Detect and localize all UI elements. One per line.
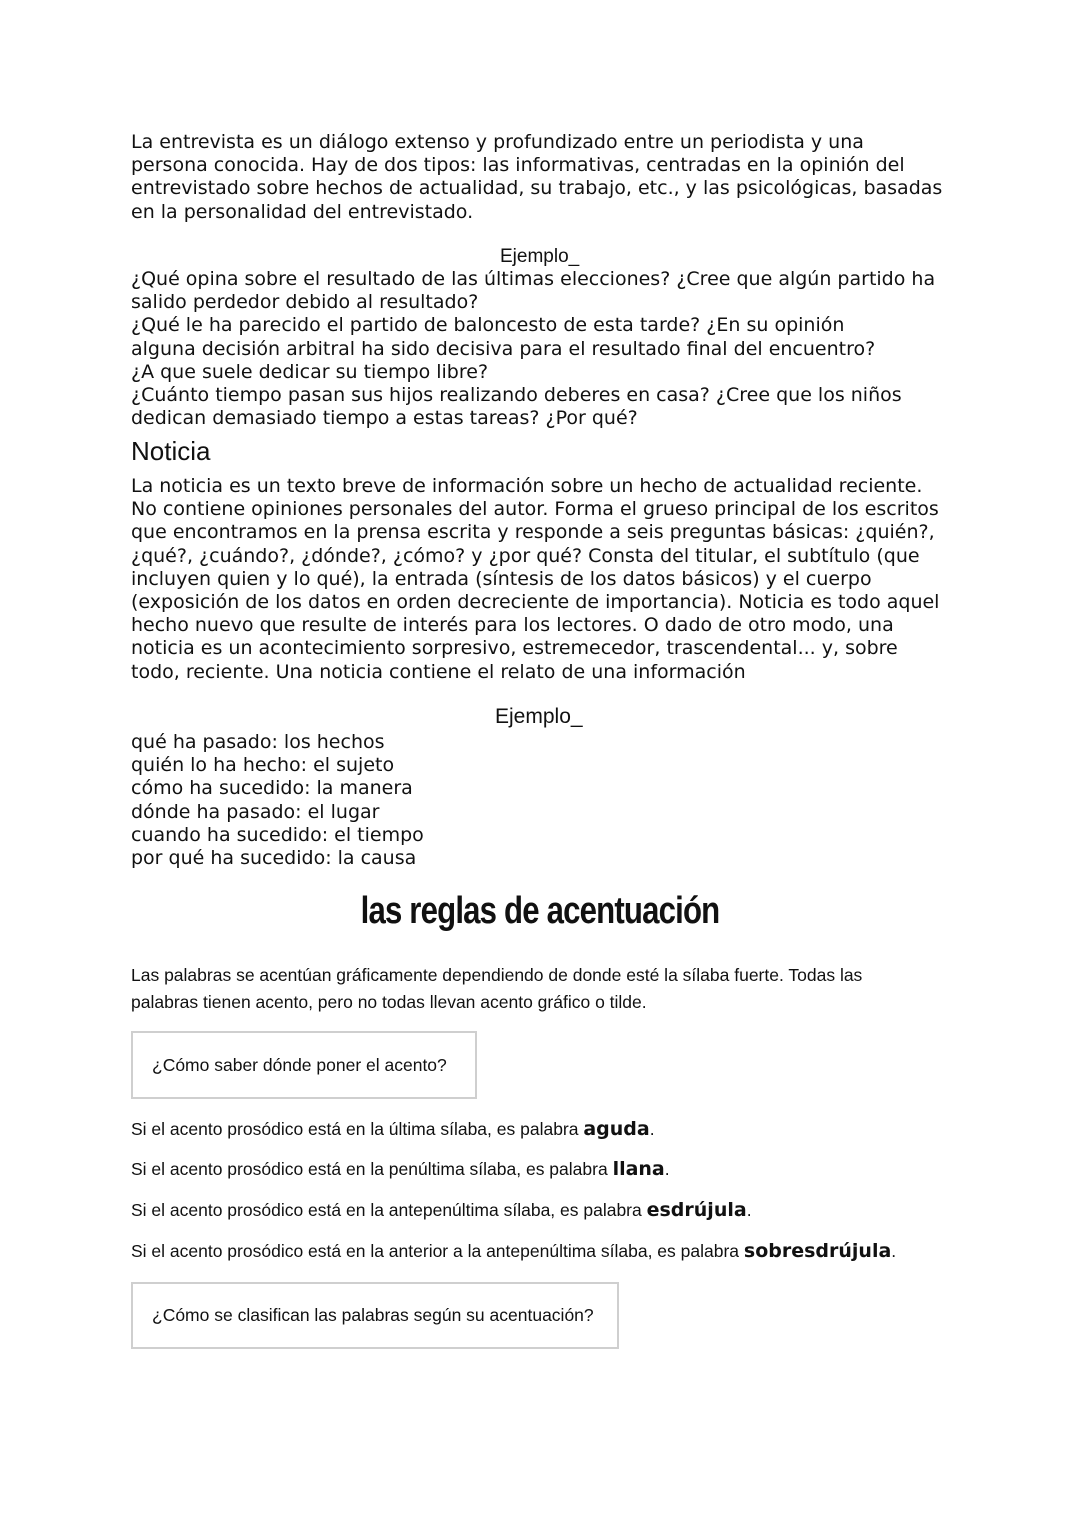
list-item: por qué ha sucedido: la causa (131, 847, 417, 870)
example-label: Ejemplo_ (500, 246, 580, 267)
rule-esdrujula (131, 1199, 752, 1221)
text-line: ¿Qué opina sobre el resultado de las últimas elecciones? ¿Cree que algún partido ha (131, 268, 936, 290)
rule-term: sobresdrújula (743, 1240, 892, 1262)
interview-questions (131, 268, 961, 430)
rule-term: llana (612, 1158, 665, 1180)
text-line: persona conocida. Hay de dos tipos: las informativas, centradas en la opinión del (131, 154, 905, 177)
rule-text: Si el acento prosódico está en la última sílaba, es palabra (131, 1119, 584, 1139)
section-heading: Noticia (131, 436, 211, 466)
rule-end: . (649, 1119, 655, 1139)
noticia-list (131, 731, 424, 870)
rule-text: Si el acento prosódico está en la anterior a la antepenúltima sílaba, es palabra (131, 1241, 744, 1261)
list-item: dónde ha pasado: el lugar (131, 800, 380, 823)
text-line: dedican demasiado tiempo a estas tareas? ¿Por qué? (131, 407, 638, 430)
text-line: noticia es un acontecimiento sorpresivo, estremecedor, trascendental... y, sobre (131, 637, 898, 660)
rule-text: Si el acento prosódico está en la antepenúltima sílaba, es palabra (131, 1200, 647, 1220)
text-line: Las palabras se acentúan gráficamente dependiendo de donde esté la sílaba fuerte. Todas las (131, 965, 863, 985)
text-line: La noticia es un texto breve de información sobre un hecho de actualidad reciente. (131, 475, 923, 497)
rule-aguda (131, 1118, 655, 1140)
text-line: en la personalidad del entrevistado. (131, 200, 474, 223)
rule-sobresdrujula (131, 1240, 896, 1262)
question-box (131, 1031, 477, 1099)
rule-term: aguda (583, 1118, 650, 1140)
example-label: Ejemplo_ (495, 705, 583, 728)
list-item: quién lo ha hecho: el sujeto (131, 754, 395, 777)
text-line: ¿Qué le ha parecido el partido de baloncesto de esta tarde? ¿En su opinión (131, 314, 845, 337)
entrevista-intro (131, 131, 961, 224)
rule-end: . (746, 1200, 752, 1220)
question-box-text: ¿Cómo saber dónde poner el acento? (152, 1054, 447, 1075)
noticia-body (131, 475, 961, 684)
rule-llana (131, 1158, 670, 1180)
rule-end: . (891, 1241, 897, 1261)
text-line: entrevistado sobre hechos de actualidad, su trabajo, etc., y las psicológicas, basadas (131, 177, 943, 200)
text-line: La entrevista es un diálogo extenso y profundizado entre un periodista y una (131, 131, 864, 153)
text-line: salido perdedor debido al resultado? (131, 291, 479, 314)
text-line: que encontramos en la prensa escrita y responde a seis preguntas básicas: ¿quién?, (131, 521, 935, 544)
text-line: (exposición de los datos en orden decreciente de importancia). Noticia es todo aquel (131, 591, 940, 614)
rule-text: Si el acento prosódico está en la penúltima sílaba, es palabra (131, 1159, 613, 1179)
text-line: ¿A que suele dedicar su tiempo libre? (131, 360, 489, 383)
text-line: palabras tienen acento, pero no todas llevan acento gráfico o tilde. (131, 992, 647, 1012)
text-line: No contiene opiniones personales del autor. Forma el grueso principal de los escritos (131, 498, 939, 521)
list-item: qué ha pasado: los hechos (131, 731, 385, 753)
text-line: hecho nuevo que resulte de interés para los lectores. O dado de otro modo, una (131, 614, 894, 637)
list-item: cuando ha sucedido: el tiempo (131, 823, 424, 846)
rule-term: esdrújula (646, 1199, 747, 1221)
question-box-text: ¿Cómo se clasifican las palabras según su acentuación? (152, 1305, 594, 1325)
text-line: ¿qué?, ¿cuándo?, ¿dónde?, ¿cómo? y ¿por qué? Consta del titular, el subtítulo (que (131, 544, 920, 567)
acentuacion-intro (131, 962, 931, 1016)
text-line: alguna decisión arbitral ha sido decisiva para el resultado final del encuentro? (131, 337, 876, 360)
rule-end: . (664, 1159, 670, 1179)
text-line: ¿Cuánto tiempo pasan sus hijos realizando deberes en casa? ¿Cree que los niños (131, 384, 902, 407)
list-item: cómo ha sucedido: la manera (131, 777, 413, 800)
text-line: todo, reciente. Una noticia contiene el relato de una información (131, 660, 746, 683)
page-title: las reglas de acentuación (360, 890, 720, 932)
text-line: incluyen quien y lo qué), la entrada (síntesis de los datos básicos) y el cuerpo (131, 567, 872, 590)
question-box (131, 1282, 619, 1349)
